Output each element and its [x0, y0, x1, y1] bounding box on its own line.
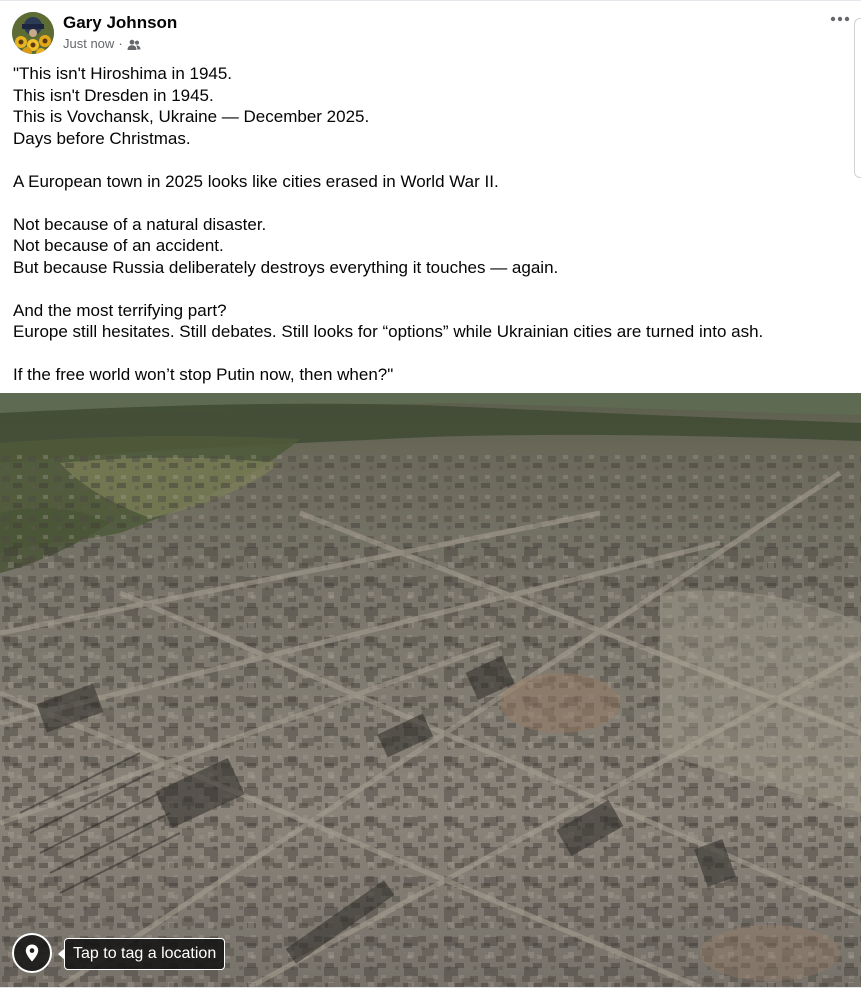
- author-avatar[interactable]: [12, 12, 54, 54]
- post-text-line: This isn't Dresden in 1945.: [13, 85, 214, 105]
- bottom-divider: [0, 987, 861, 1000]
- post-text-line: If the free world won’t stop Putin now, then when?": [13, 365, 394, 384]
- post-text-line: Europe still hesitates. Still debates. Still looks for “options” while Ukrainian cities are turned into ash.: [13, 322, 764, 341]
- post-text-line: And the most terrifying part?: [13, 300, 227, 320]
- more-options-button[interactable]: [829, 8, 851, 30]
- post-text-line: A European town in 2025 looks like cities erased in World War II.: [13, 171, 499, 191]
- aerial-photo-destroyed-town-icon: [0, 393, 861, 987]
- post-text-blank-line: [13, 343, 843, 365]
- author-name[interactable]: Gary Johnson: [63, 13, 178, 32]
- post-text-line: Not because of an accident.: [13, 236, 224, 255]
- post-text-line: Not because of a natural disaster.: [13, 214, 267, 234]
- post-text-blank-line: [13, 278, 843, 300]
- meta-separator: ·: [118, 36, 123, 51]
- post-meta: [63, 35, 141, 53]
- friends-icon[interactable]: [127, 38, 141, 50]
- location-pin-icon: [25, 944, 39, 962]
- post-text-line: But because Russia deliberately destroys everything it touches — again.: [13, 257, 559, 277]
- post-text-line: This is Vovchansk, Ukraine — December 2025.: [13, 107, 370, 126]
- location-pin-button[interactable]: [12, 933, 52, 973]
- post-text-blank-line: [13, 149, 843, 171]
- post-text-blank-line: [13, 192, 843, 214]
- post-text-line: "This isn't Hiroshima in 1945.: [13, 64, 233, 83]
- avatar-sunflowers-icon: [12, 12, 54, 54]
- post-photo[interactable]: [0, 393, 861, 987]
- post-header: [0, 0, 861, 62]
- more-horizontal-icon: [830, 16, 850, 22]
- tag-location-button[interactable]: Tap to tag a location: [64, 938, 225, 970]
- timestamp: Just now: [63, 36, 115, 51]
- post-text-line: Days before Christmas.: [13, 128, 191, 148]
- scroll-indicator[interactable]: [854, 18, 861, 178]
- post-text: [13, 63, 843, 386]
